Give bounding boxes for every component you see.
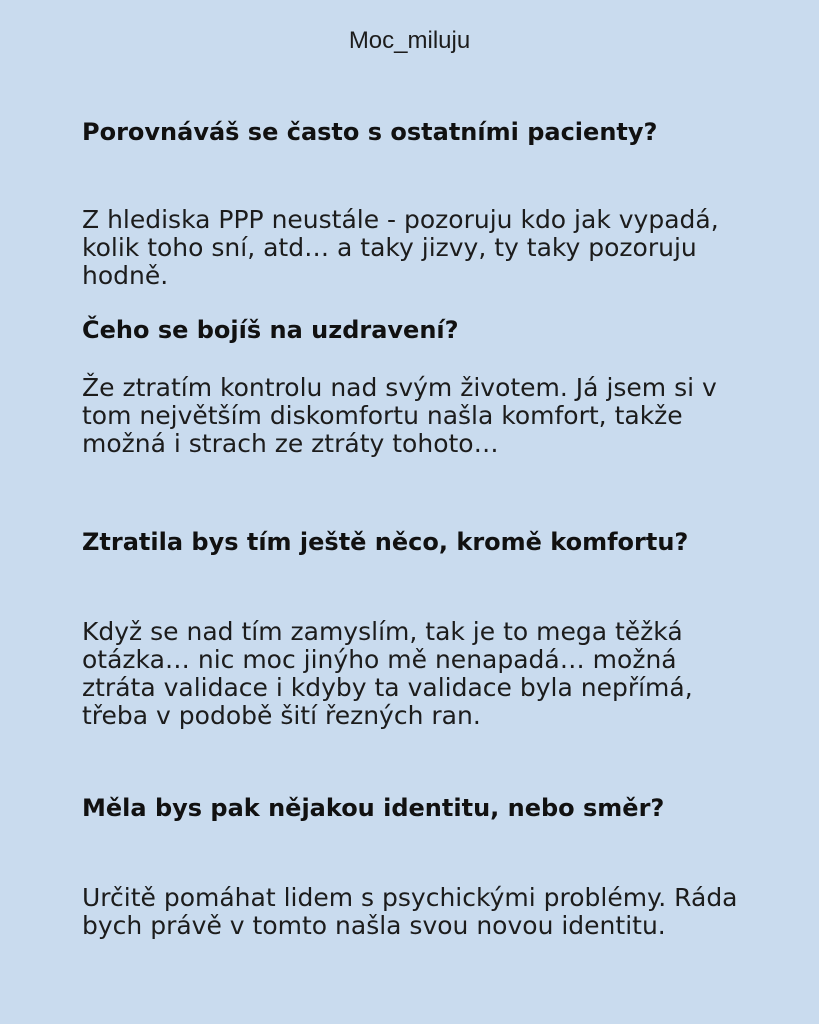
answer-1 xyxy=(82,206,742,290)
question-text: Porovnáváš se často s ostatními pacienty? xyxy=(82,118,658,146)
answer-2 xyxy=(82,374,742,458)
answer-4 xyxy=(82,884,742,940)
question-3 xyxy=(82,528,742,556)
answer-text: Že ztratím kontrolu nad svým životem. Já jsem si v tom největším diskomfortu našla komfort, takže možná i strach ze ztráty tohoto… xyxy=(82,373,717,458)
question-text: Čeho se bojíš na uzdravení? xyxy=(82,316,459,344)
answer-3 xyxy=(82,618,742,730)
answer-text: Z hlediska PPP neustále - pozoruju kdo jak vypadá, kolik toho sní, atd… a taky jizvy, ty taky pozoruju hodně. xyxy=(82,205,719,290)
question-4 xyxy=(82,794,742,822)
answer-text: Když se nad tím zamyslím, tak je to mega těžká otázka… nic moc jinýho mě nenapadá… možná ztráta validace i kdyby ta validace byla nepřímá, třeba v podobě šití řezných ran. xyxy=(82,617,693,730)
answer-text: Určitě pomáhat lidem s psychickými problémy. Ráda bych právě v tomto našla svou novou identitu. xyxy=(82,883,738,940)
question-1 xyxy=(82,118,742,146)
account-handle: Moc_miluju xyxy=(348,27,471,54)
question-2 xyxy=(82,316,742,344)
question-text: Ztratila bys tím ještě něco, kromě komfortu? xyxy=(82,528,689,556)
question-text: Měla bys pak nějakou identitu, nebo směr? xyxy=(82,794,665,822)
